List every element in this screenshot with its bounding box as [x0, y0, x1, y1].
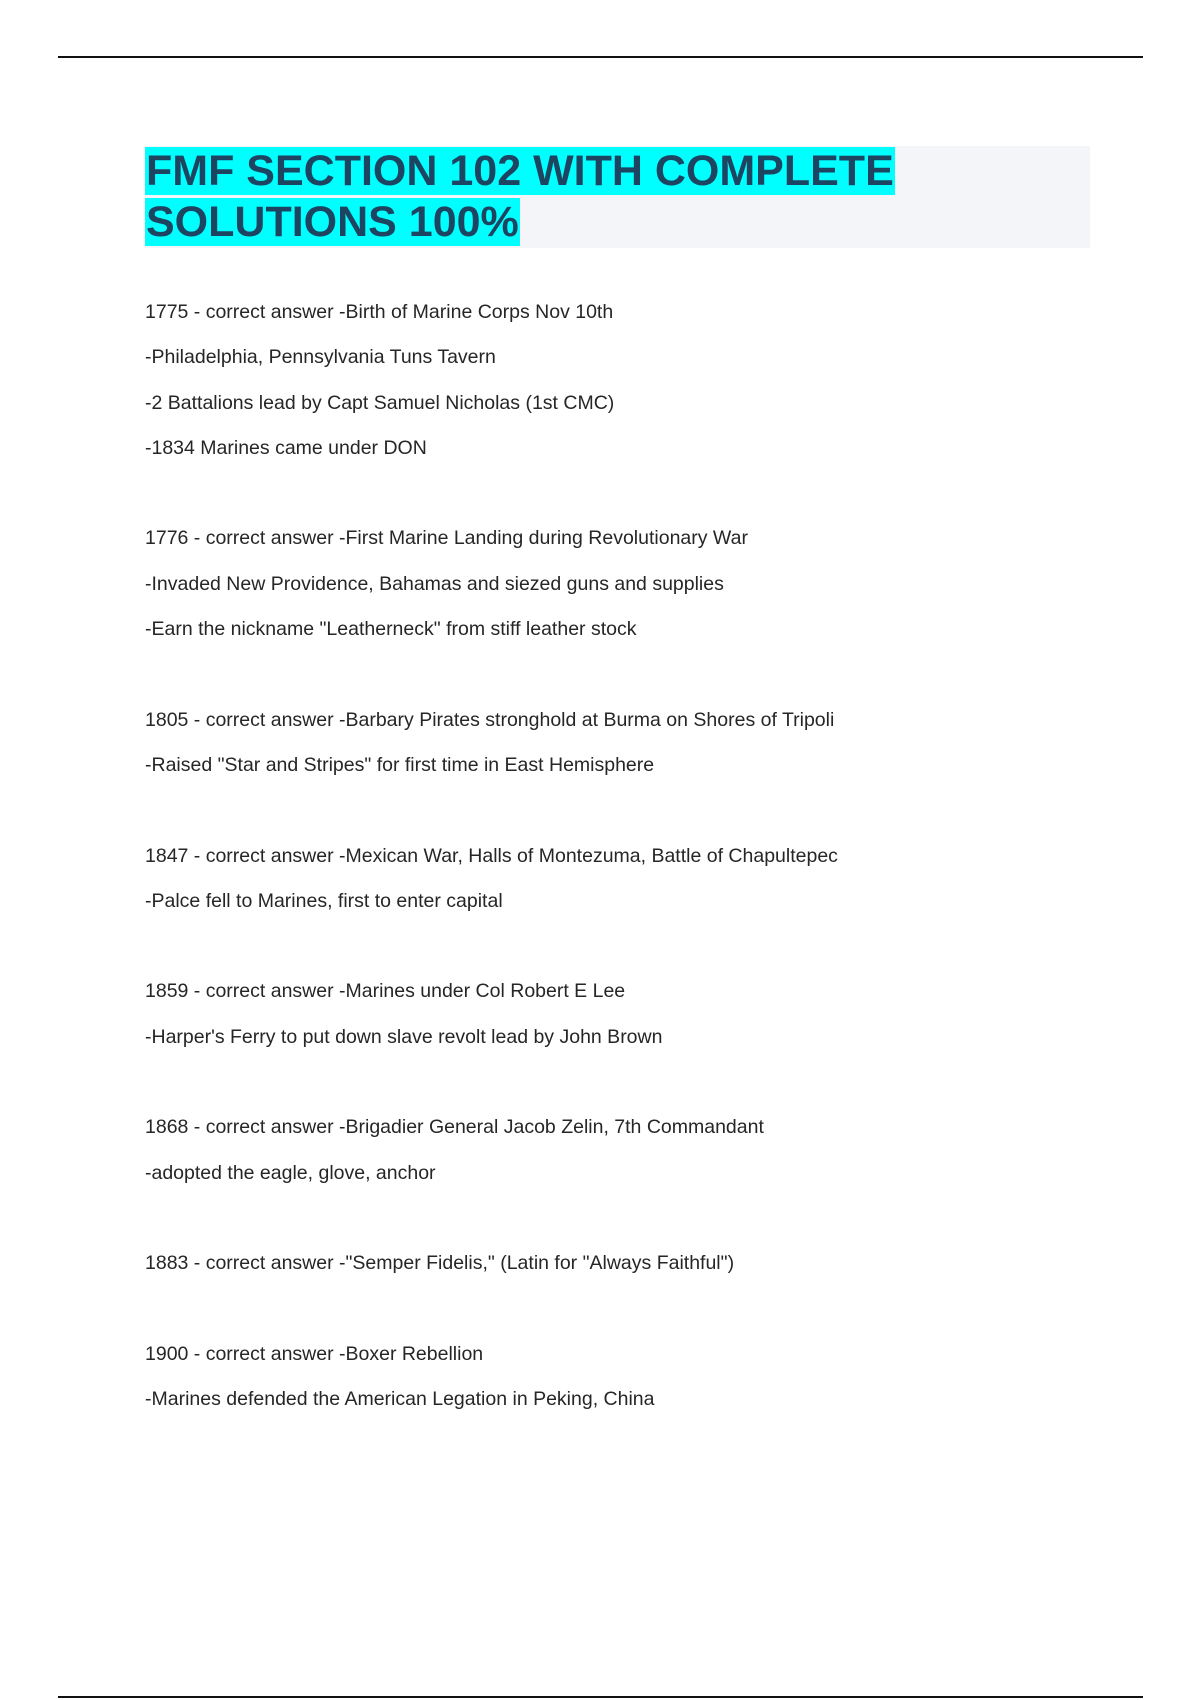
- title-block: [145, 146, 1090, 248]
- entry-gap: [145, 1060, 1105, 1105]
- entry-line: 1776 - correct answer -First Marine Landing during Revolutionary War: [145, 527, 748, 550]
- entry-line: -Invaded New Providence, Bahamas and siezed guns and supplies: [145, 572, 724, 595]
- entry-1847: [145, 834, 1105, 925]
- entry-line: -adopted the eagle, glove, anchor: [145, 1161, 436, 1184]
- entry-line: -Philadelphia, Pennsylvania Tuns Tavern: [145, 346, 496, 369]
- entry-gap: [145, 1196, 1105, 1241]
- document-title: [145, 146, 1090, 248]
- entry-1868: [145, 1105, 1105, 1196]
- entry-1900: [145, 1332, 1105, 1423]
- entry-line: 1775 - correct answer -Birth of Marine Corps Nov 10th: [145, 301, 614, 323]
- entry-1883: [145, 1241, 1105, 1286]
- entry-1775: [145, 290, 1105, 471]
- entry-line: -1834 Marines came under DON: [145, 436, 427, 459]
- entry-gap: [145, 652, 1105, 697]
- entry-gap: [145, 924, 1105, 969]
- title-line-2: SOLUTIONS 100%: [146, 198, 519, 246]
- document-body: [145, 290, 1105, 1422]
- entry-line: 1868 - correct answer -Brigadier General Jacob Zelin, 7th Commandant: [145, 1116, 764, 1139]
- entry-1805: [145, 698, 1105, 789]
- entry-line: 1847 - correct answer -Mexican War, Halls of Montezuma, Battle of Chapultepec: [145, 844, 838, 867]
- entry-line: -Marines defended the American Legation in Peking, China: [145, 1388, 655, 1411]
- entry-line: 1805 - correct answer -Barbary Pirates stronghold at Burma on Shores of Tripoli: [145, 708, 835, 731]
- entry-gap: [145, 1287, 1105, 1332]
- entry-line: -Harper's Ferry to put down slave revolt lead by John Brown: [145, 1025, 663, 1048]
- entry-line: 1859 - correct answer -Marines under Col Robert E Lee: [145, 980, 626, 1003]
- entry-line: 1883 - correct answer -"Semper Fidelis," (Latin for "Always Faithful"): [145, 1252, 735, 1275]
- entry-line: -Earn the nickname "Leatherneck" from stiff leather stock: [145, 618, 637, 641]
- title-line-1: FMF SECTION 102 WITH COMPLETE: [146, 147, 894, 195]
- entry-gap: [145, 471, 1105, 516]
- entry-line: -Raised "Star and Stripes" for first time in East Hemisphere: [145, 753, 655, 776]
- bottom-rule: [58, 1696, 1143, 1698]
- entry-line: -2 Battalions lead by Capt Samuel Nicholas (1st CMC): [145, 391, 615, 414]
- top-rule: [58, 56, 1143, 58]
- entry-1776: [145, 516, 1105, 652]
- entry-gap: [145, 788, 1105, 833]
- entry-line: 1900 - correct answer -Boxer Rebellion: [145, 1342, 484, 1365]
- entry-line: -Palce fell to Marines, first to enter capital: [145, 889, 503, 912]
- entry-1859: [145, 969, 1105, 1060]
